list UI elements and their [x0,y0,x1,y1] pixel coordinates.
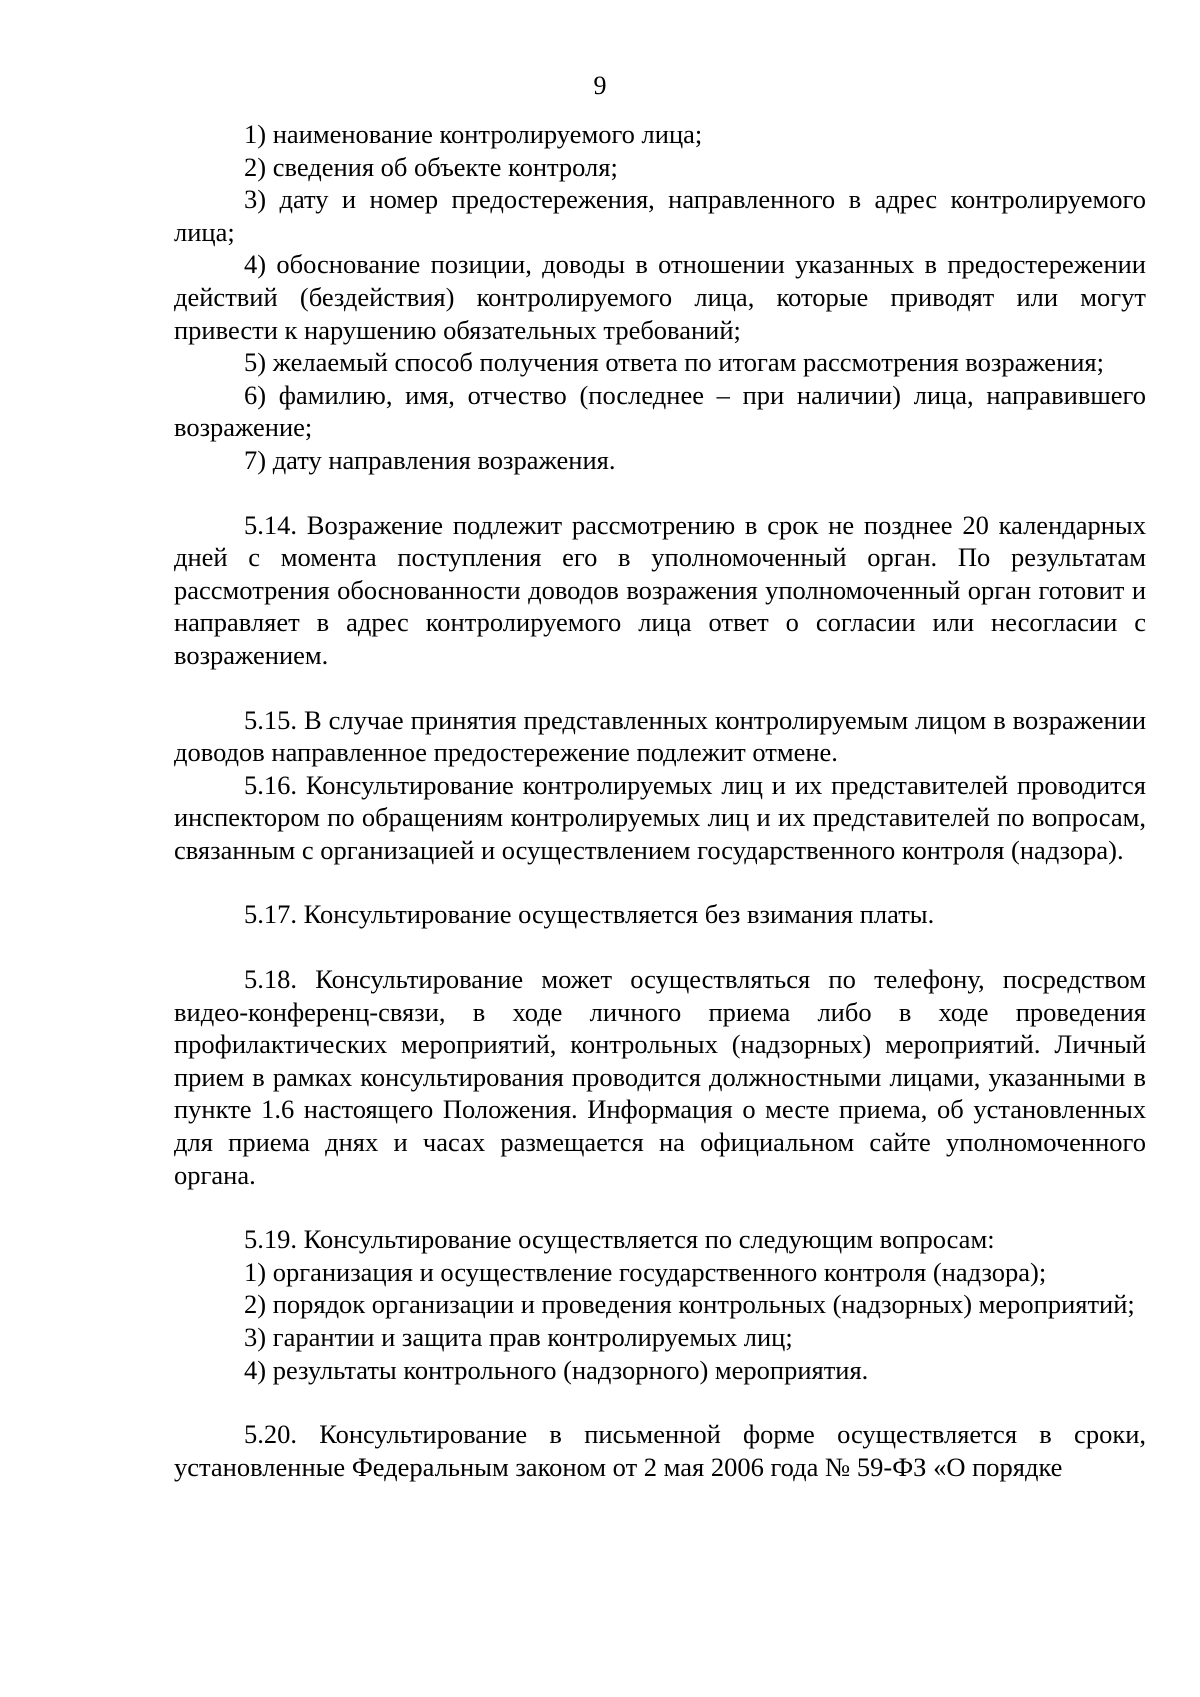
paragraph-gap [174,866,1146,898]
clause-5-18: 5.18. Консультирование может осуществляться по телефону, посредством видео-конференц-связи, в ходе личного приема либо в ходе проведения профилактических мероприятий, контрольных (надзорных) мероприятий. Личный прием в рамках консультирования проводится должностными лицами, указанными в пункте 1.6 настоящего Положения. Информация о месте приема, об установленных для приема днях и часах размещается на официальном сайте уполномоченного органа. [174,964,1146,1190]
objection-item-6: 6) фамилию, имя, отчество (последнее – при наличии) лица, направившего возражение; [174,379,1146,443]
paragraph-gap [174,1386,1146,1418]
paragraph-gap [174,931,1146,963]
objection-item-3: 3) дату и номер предостережения, направленного в адрес контролируемого лица; [174,184,1146,247]
objection-item-4: 4) обоснование позиции, доводы в отношении указанных в предостережении действий (бездействия) контролируемого лица, которые приводят или могут привести к нарушению обязательных требований; [174,249,1146,345]
consultation-topic-1: 1) организация и осуществление государственного контроля (надзора); [244,1256,1047,1287]
clause-5-14: 5.14. Возражение подлежит рассмотрению в срок не позднее 20 календарных дней с момента поступления его в уполномоченный орган. По результатам рассмотрения обоснованности доводов возражения уполномоченный орган готовит и направляет в адрес контролируемого лица ответ о согласии или несогласии с возражением. [174,509,1146,670]
document-body [174,118,1146,1483]
clause-5-15: 5.15. В случае принятия представленных контролируемым лицом в возражении доводов направленное предостережение подлежит отмене. [174,704,1146,768]
paragraph-gap [174,672,1146,704]
clause-5-20: 5.20. Консультирование в письменной форме осуществляется в сроки, установленные Федеральным законом от 2 мая 2006 года № 59-ФЗ «О порядке [174,1419,1146,1482]
clause-5-16: 5.16. Консультирование контролируемых лиц и их представителей проводится инспектором по обращениям контролируемых лиц и их представителей по вопросам, связанным с организацией и осуществлением государственного контроля (надзора). [174,769,1146,865]
objection-item-5: 5) желаемый способ получения ответа по итогам рассмотрения возражения; [244,347,1104,378]
consultation-topic-3: 3) гарантии и защита прав контролируемых лиц; [244,1322,793,1352]
page-number: 9 [593,71,607,100]
consultation-topic-2: 2) порядок организации и проведения контрольных (надзорных) мероприятий; [244,1289,1135,1320]
clause-5-17: 5.17. Консультирование осуществляется без взимания платы. [244,899,935,930]
objection-item-2: 2) сведения об объекте контроля; [244,151,618,182]
objection-item-7: 7) дату направления возражения. [244,444,616,475]
paragraph-gap [174,477,1146,509]
paragraph-gap [174,1191,1146,1223]
objection-item-1: 1) наименование контролируемого лица; [244,119,703,149]
clause-5-19: 5.19. Консультирование осуществляется по следующим вопросам: [244,1224,995,1255]
consultation-topic-4: 4) результаты контрольного (надзорного) мероприятия. [244,1354,869,1385]
